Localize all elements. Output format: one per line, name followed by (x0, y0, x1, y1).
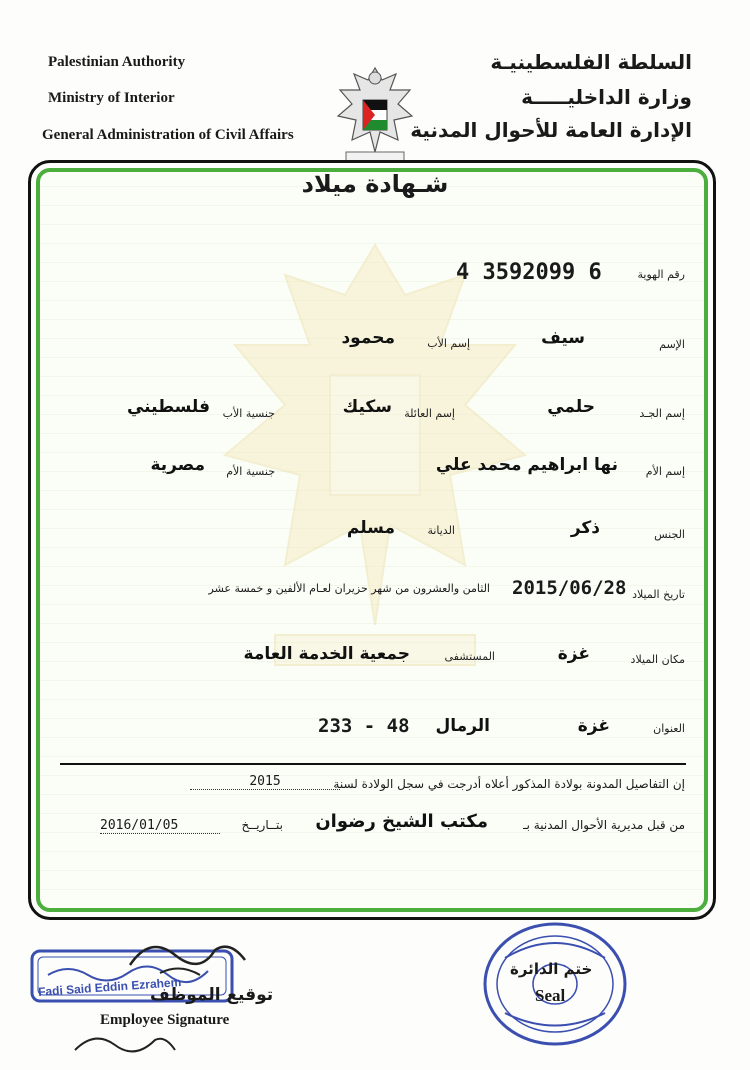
family-name-label: إسم العائلة (404, 407, 455, 420)
birth-place-label: مكان الميلاد (630, 653, 685, 666)
mother-name-label: إسم الأم (645, 465, 685, 478)
father-name-label: إسم الأب (427, 337, 470, 350)
header-ar-authority: السلطة الفلسطينيـة (490, 50, 692, 74)
father-nationality-label: جنسية الأب (222, 407, 275, 420)
gender-value: ذكر (570, 518, 600, 538)
name-label: الإسم (659, 338, 685, 351)
registration-year: 2015 (190, 774, 340, 790)
grandfather-name-value: حلمي (547, 397, 595, 417)
religion-label: الديانة (427, 524, 455, 537)
father-name-value: محمود (341, 328, 395, 348)
registration-statement: إن التفاصيل المدونة بولادة المذكور أعلاه أدرجت في سجل الولادة لسنة (333, 777, 685, 791)
address-city-value: غزة (577, 716, 610, 736)
handwritten-signature-icon (120, 925, 260, 985)
grandfather-name-label: إسم الجـد (639, 407, 685, 420)
eagle-emblem-icon (330, 60, 420, 170)
id-number-label: رقم الهوية (637, 268, 685, 281)
section-divider (60, 763, 686, 765)
family-name-value: سكيك (342, 397, 392, 417)
certificate-title: شـهادة ميلاد (301, 170, 449, 198)
header-en-authority: Palestinian Authority (48, 54, 186, 70)
mother-nationality-value: مصرية (150, 455, 205, 475)
religion-value: مسلم (346, 518, 395, 538)
seal-ar-label: ختم الدائرة (510, 960, 593, 978)
birth-date-value: 2015/06/28 (512, 577, 627, 599)
father-nationality-value: فلسطيني (126, 397, 210, 417)
issued-by-label: من قبل مديرية الأحوال المدنية بـ (523, 818, 685, 832)
address-label: العنوان (653, 722, 685, 735)
id-number-value: 4 3592099 6 (456, 260, 602, 285)
name-value: سيف (541, 328, 585, 348)
signature-scribble-icon (70, 1025, 180, 1060)
gender-label: الجنس (654, 528, 685, 541)
address-number-value: 233 - 48 (318, 715, 410, 737)
birth-date-words: الثامن والعشرون من شهر حزيران لعـام الألفين و خمسة عشر (208, 582, 490, 595)
employee-signature-ar-label: توقيع الموظف (150, 985, 274, 1005)
hospital-label: المستشفى (444, 650, 495, 663)
seal-en-label: Seal (535, 986, 566, 1005)
mother-name-value: نها ابراهيم محمد علي (435, 455, 618, 475)
header-en-ministry: Ministry of Interior (48, 90, 175, 106)
header-ar-admin: الإدارة العامة للأحوال المدنية (410, 118, 692, 142)
issue-date-value: 2016/01/05 (100, 818, 220, 834)
hospital-value: جمعية الخدمة العامة (243, 644, 410, 664)
employee-signature-en-label: Employee Signature (100, 1012, 230, 1028)
issue-date-label: بتــاريــخ (241, 818, 283, 832)
employee-stamp-name: Fadi Said Eddin Ezrahem (37, 975, 182, 999)
header-en-admin: General Administration of Civil Affairs (42, 127, 294, 143)
header-ar-ministry: وزارة الداخليـــــة (521, 85, 692, 109)
mother-nationality-label: جنسية الأم (226, 465, 275, 478)
civil-office-name: مكتب الشيخ رضوان (315, 811, 488, 832)
address-area-value: الرمال (435, 716, 490, 736)
birth-date-label: تاريخ الميلاد (632, 588, 685, 601)
birth-place-value: غزة (557, 644, 590, 664)
